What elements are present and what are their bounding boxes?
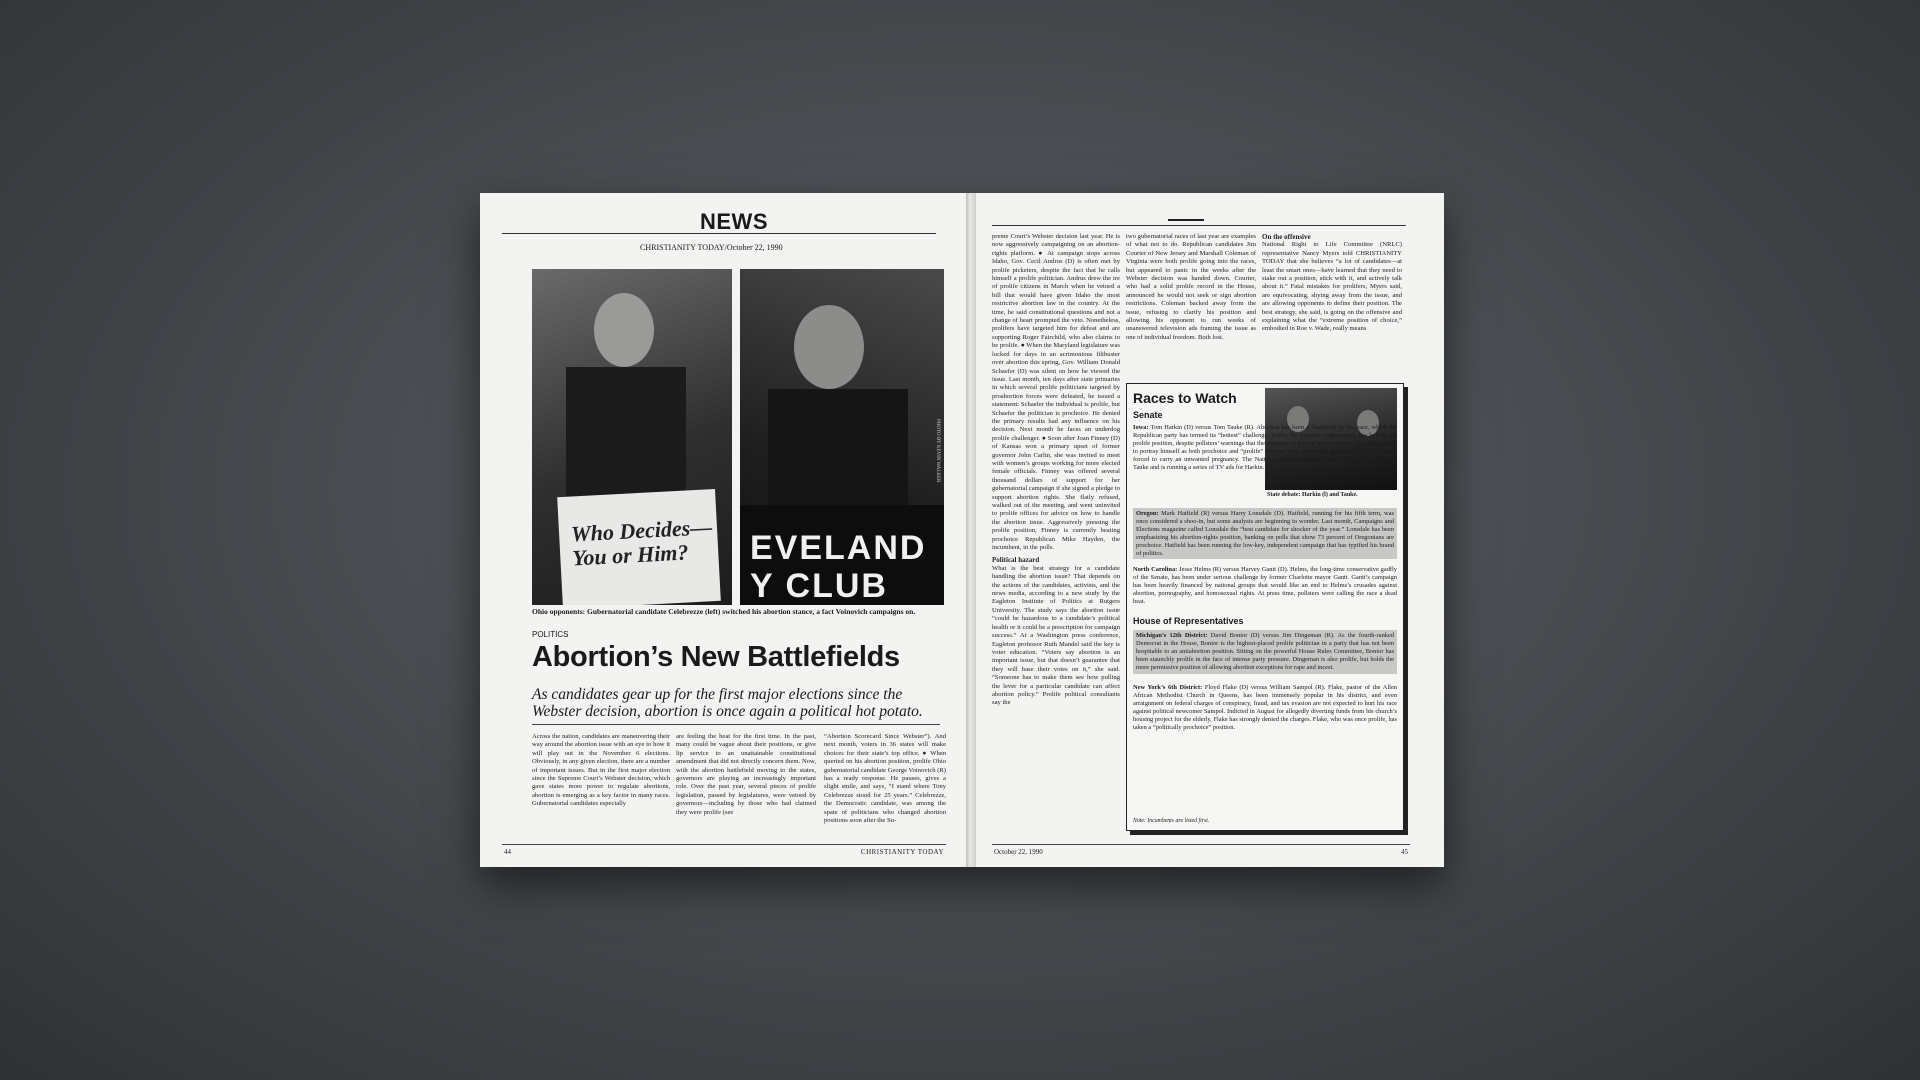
left-page <box>480 193 971 867</box>
section-title: NEWS <box>700 209 768 234</box>
subhead-political-hazard: Political hazard <box>992 556 1040 565</box>
race-label: Iowa: <box>1133 424 1149 431</box>
paragraph: What is the best strategy for a candidate handling the abortion issue? That depends on the actions of the candidates, activists, and the news media, according to a new study by the Eagleton Institute of Politics at Rutgers University. The study says the abortion issue “could be hazardous to a candidate’s political health or it could be a prescription for campaign success.” At a Washington press conference, Eagleton professor Ruth Mandel said the key is voter education. “Voters say abortion is an important issue, but that doesn’t guarantee that they will base their votes on it,” she said. “Someone has to make them see how pulling the lever for a particular candidate can affect abortion policy.” Prolife political consultants say the <box>992 564 1120 707</box>
sidebar-note: Note: Incumbents are listed first. <box>1133 818 1210 824</box>
race-entry-iowa <box>1133 424 1397 471</box>
headline: Abortion’s New Battlefields <box>532 641 900 673</box>
lectern-text: EVELAND Y CLUB <box>750 529 927 605</box>
footer-rule <box>992 844 1410 845</box>
race-entry-oregon <box>1133 508 1397 559</box>
race-text: Mark Hatfield (R) versus Harry Lonsdale (D). Hatfield, running for his fifth term, was once considered a shoo-in, but some analysts are beginning to wonder. Last month, Campaigns and Elections magazine called Lonsdale the “best candidate for shocker of the year.” Lonsdale has been emphasizing his abortion-rights position, banking on polls that show 73 percent of Oregonians are prochoice. Hatfield has been running the low-key, independent campaign that has typified his brand of politics. <box>1136 510 1394 557</box>
body-column-3 <box>1262 233 1402 379</box>
race-entry-north-carolina <box>1133 566 1397 606</box>
kicker: POLITICS <box>532 630 569 639</box>
house-heading: House of Representatives <box>1133 616 1244 626</box>
races-to-watch-box <box>1126 383 1404 831</box>
header-tick <box>1168 219 1204 221</box>
race-label: North Carolina: <box>1133 566 1178 573</box>
sign-text: Who Decides— You or Him? <box>570 514 713 571</box>
footer-rule <box>502 844 946 845</box>
race-label: Oregon: <box>1136 510 1159 517</box>
face-shape <box>594 293 654 367</box>
race-text: Floyd Flake (D) versus William Sampol (R). Flake, pastor of the Allen African Methodist Church in Queens, has been immensely popular in his district, and even arraignment on federal charges of conspiracy, fraud, and tax evasion are not expected to hurt his race against political newcomer Sampol. Indicted in August for allegedly diverting funds from his church’s housing project for the elderly, Flake has strongly denied the charges. Flake, who was once prolife, has taken a “politically prochoice” position. <box>1133 684 1397 731</box>
photo-voinovich <box>740 269 944 605</box>
deck-rule <box>532 724 940 725</box>
footer-date: October 22, 1990 <box>994 848 1043 856</box>
body-column-1: Across the nation, candidates are maneuvering their way around the abortion issue with an eye to how it will play out in the November 6 elections. Obviously, in any given election, there are a number of important issues. But in the first major election since the Supreme Court’s Webster decision, which gave states more power to regulate abortions, abortion is emerging as a key factor in many races. Gubernatorial candidates especially <box>532 733 670 808</box>
race-label: Michigan’s 12th District: <box>1136 632 1208 639</box>
magazine-spread <box>480 193 1444 867</box>
footer-title: CHRISTIANITY TODAY <box>860 848 944 856</box>
suit-shape <box>768 389 908 509</box>
race-text: Jesse Helms (R) versus Harvey Gantt (D). Helms, the long-time conservative gadfly of the Senate, has been under serious challenge by former Charlotte mayor Gantt. Gantt’s campaign has been heavily financed by national groups that would like an end to Helms’s crusades against abortion, pornography, and homosexual rights. At press time, pollsters were calling the race a dead heat. <box>1133 566 1397 605</box>
body-column-2: are feeling the heat for the first time. In the past, many could be vague about their positions, or give lip service to an unattainable constitutional amendment that did not directly concern them. Now, with the abortion battlefield moving to the states, governors are playing an increasingly important role. Over the past year, several pieces of prolife legislation, passed by legislatures, were vetoed by governors—including by those who had claimed they were prolife (see <box>676 733 816 816</box>
sidebar-title: Races to Watch <box>1133 390 1237 406</box>
photo-caption: Ohio opponents: Gubernatorial candidate Celebrezze (left) switched his abortion stance, a fact Voinovich campaigns on. <box>532 607 916 616</box>
paragraph: National Right to Life Committee (NRLC) representative Nancy Myers told CHRISTIANITY TODAY that she believes “a lot of candidates—at least the smart ones—have learned that they need to stake out a position, stick with it, and actively talk about it.” Fatal mistakes for prolifers, Myers said, are equivocating, shying away from the issue, and are allowing opponents to define their position. The best strategy, she said, is going on the offensive and explaining what the “extreme position of choice,” embodied in Roe v. Wade, really means <box>1262 241 1402 333</box>
senate-heading: Senate <box>1133 410 1163 420</box>
spine <box>966 193 976 867</box>
suit-shape <box>566 367 686 507</box>
race-text: David Bonior (D) versus Jim Dingeman (R). As the fourth-ranked Democrat in the House, Bonior is the highest-placed prolife politician in a party that has not been hospitable to an antiabortion position. Sitting on the powerful House Rules Committee, Bonior has been staunchly prolife in the face of intense party pressure. Dingeman is also prolife, but holds the more permissive position of allowing abortion exceptions for rape and incest. <box>1136 632 1394 671</box>
page-number: 45 <box>1401 848 1408 856</box>
face-shape <box>794 305 864 389</box>
race-label: New York’s 6th District: <box>1133 684 1203 691</box>
body-column-3: “Abortion Scorecard Since Webster”). And next month, voters in 36 states will make choices for their state’s top office. ● When queried on his abortion position, prolife Ohio gubernatorial candidate George Voinovich (R) has a ready response. He pauses, gives a slight smile, and says, “I stand where Tony Celebrezze stood for 25 years.” Celebrezze, the Democratic candidate, was among the spate of politicians who changed abortion positions soon after the Su- <box>824 733 946 825</box>
issue-line: CHRISTIANITY TODAY/October 22, 1990 <box>640 243 783 252</box>
race-text: Tom Harkin (D) versus Tom Tauke (R). Abortion has been a flashpoint in this race, which the Republican party has termed its “hottest” challenge. Tauke, the popular congressman, has held to his prolife position, despite pollsters’ warnings that the majority of Iowans are prochoice. Harkin has tried to portray himself as both prochoice and “prolife” because he is concerned about the life of a woman forced to carry an unwanted pregnancy. The National Abortion Rights Action League has targeted Tauke and is running a series of TV ads for Harkin. <box>1133 424 1397 471</box>
protest-sign <box>557 489 721 605</box>
race-entry-new-york-6 <box>1133 684 1397 731</box>
deck: As candidates gear up for the first major elections since the Webster decision, abortion is once again a political hot potato. <box>532 686 923 720</box>
header-rule <box>992 225 1406 226</box>
sidebar-photo-caption: State debate: Harkin (l) and Tauke. <box>1267 492 1358 498</box>
page-number: 44 <box>504 848 511 856</box>
lectern <box>740 505 944 605</box>
photo-credit: PHOTO BY KEVIN WALKER <box>935 419 940 483</box>
header-rule <box>502 233 936 234</box>
right-page <box>972 193 1444 867</box>
paragraph: preme Court’s Webster decision last year. He is now aggressively campaigning on an abortion-rights platform. ● At campaign stops across Idaho, Gov. Cecil Andrus (D) is often met by prolife picketers, despite the fact that he calls himself a prolife politician. Andrus drew the ire of prolife citizens in March when he vetoed a bill that would have given Idaho the most restrictive abortion law in the country. At the time, he said constitutional questions and not a change of heart prompted the veto. Nonetheless, prolifers have targeted him for defeat and are supporting Roger Fairchild, who also claims to be prolife. ● When the Maryland legislature was locked for days in an acrimonious filibuster over abortion this spring, Gov. William Donald Schaefer (D) was silent on how he viewed the issue. Last month, ten days after state primaries in which several prolife politicians targeted by proabortion forces were defeated, he issued a statement: Schaefer the individual is prolife, but Schaefer the politician is prochoice. He denied the primary results had any influence on his decision. Next month he faces an underdog prolife challenger. ● Soon after Joan Finney (D) of Kansas won a primary upset of former governor John Carlin, she was invited to meet with women’s groups working for more elected female officials. Finney was offered several thousand dollars of support for her gubernatorial campaign if she signed a pledge to support abortion rights. She flatly refused, walked out of the meeting, and went uninvited to prolife offices for advice on how to handle the abortion issue. Aggressively pressing the prolife position, Finney is currently beating prochoice Republican Mike Hayden, the incumbent, in the polls. <box>992 233 1121 552</box>
body-column-1 <box>992 233 1120 708</box>
body-column-2: two gubernatorial races of last year are examples of what not to do. Republican candidates Jim Courter of New Jersey and Marshall Coleman of Virginia were both prolife going into the races, but appeared to panic in the weeks after the Webster decision was handed down. Courter, who had a solid prolife record in the House, announced he would not seek or sign abortion restrictions. Coleman backed away from the issue, refusing to clarify his position and allowing his opponent to run weeks of unanswered television ads framing the issue as one of individual freedom. Both lost. <box>1126 233 1256 341</box>
photo-celebrezze <box>532 269 732 605</box>
race-entry-michigan-12 <box>1133 630 1397 674</box>
subhead-on-the-offensive: On the offensive <box>1262 233 1311 241</box>
